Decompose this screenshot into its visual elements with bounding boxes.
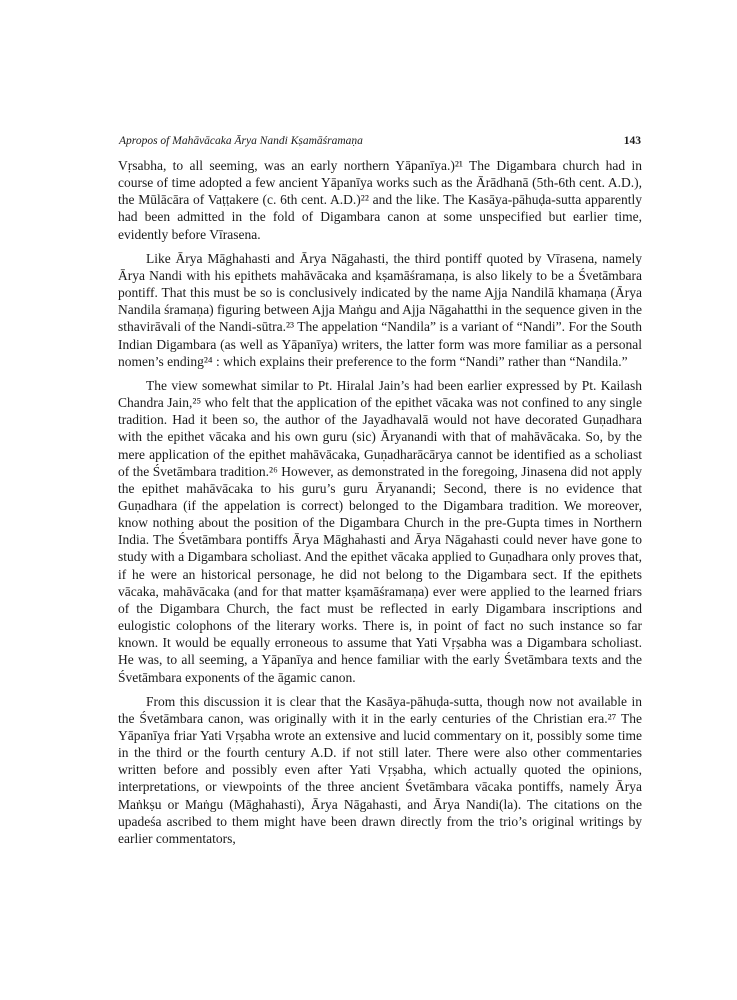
paragraph-3: The view somewhat similar to Pt. Hiralal Jain’s had been earlier expressed by Pt. Kailash Chandra Jain,²⁵ who felt that the application of the epithet vācaka was not confined to any single tradition. Had it been so, the author of the Jayadhavalā would not have decorated Guṇadhara with the epithet vācaka and his own guru (sic) Āryanandi with that of mahāvācaka. So, by the mere application of the epithet mahāvācaka, Guṇadharācārya cannot be identified as a scholiast of the Śvetāmbara tradition.²⁶ However, as demonstrated in the foregoing, Jinasena did not apply the epithet mahāvācaka to his guru’s guru Āryanandi; Second, there is no evidence that Guṇadhara (if the appelation is correct) belonged to the Digambara tradition. We moreover, know nothing about the position of the Digambara Church in the pre-Gupta times in Northern India. The Śvetāmbara pontiffs Ārya Māghahasti and Ārya Nāgahasti could never have gone to study with a Digambara scholiast. And the epithet vācaka applied to Guṇadhara only proves that, if he were an historical personage, he did not belong to the Digambara sect. If the epithets vācaka, mahāvācaka (and for that matter kṣamāśramaṇa) ever were applied to the learned friars of the Digambara Church, the fact must be reflected in early Digambara inscriptions and eulogistic colophons of the literary works. There is, in point of fact no such instance so far known. It would be equally erroneous to assume that Yati Vṛṣabha was a Digambara scholiast. He was, to all seeming, a Yāpanīya and hence familiar with the early Śvetāmbara texts and the Śvetāmbara exponents of the āgamic canon. — [118, 377, 642, 685]
paragraph-2: Like Ārya Māghahasti and Ārya Nāgahasti, the third pontiff quoted by Vīrasena, namely Ārya Nandi with his epithets mahāvācaka and kṣamāśramaṇa, is also likely to be a Śvetāmbara pontiff. That this must be so is conclusively indicated by the name Ajja Nandilā khamaṇa (Ārya Nandila śramaṇa) figuring between Ajja Maṅgu and Ajja Nāgahatthi in the sequence given in the sthavirāvali of the Nandi-sūtra.²³ The appelation “Nandila” is a variant of “Nandi”. For the South Indian Digambara (as well as Yāpanīya) writers, the latter form was more familiar as a personal nomen’s ending²⁴ : which explains their preference to the form “Nandi” rather than “Nandila.” — [118, 250, 642, 369]
running-title: Apropos of Mahāvācaka Ārya Nandi Kṣamāśramaṇa — [119, 135, 363, 147]
page-number: 143 — [623, 135, 641, 147]
page-body — [118, 157, 642, 847]
paragraph-4: From this discussion it is clear that the Kasāya-pāhuḍa-sutta, though now not available in the Śvetāmbara canon, was originally with it in the early centuries of the Christian era.²⁷ The Yāpanīya friar Yati Vṛṣabha wrote an extensive and lucid commentary on it, possibly some time in the third or the fourth century A.D. if not still later. There were also other commentaries written before and possibly even after Yati Vṛṣabha, which actually quoted the opinions, interpretations, or viewpoints of the three ancient Śvetāmbara vācaka pontiffs, namely Ārya Maṅkṣu or Maṅgu (Māghahasti), Ārya Nāgahasti, and Ārya Nandi(la). The citations on the upadeśa ascribed to them might have been drawn directly from the trio’s original writings by earlier commentators, — [118, 693, 642, 846]
paragraph-1: Vṛsabha, to all seeming, was an early northern Yāpanīya.)²¹ The Digambara church had in course of time adopted a few ancient Yāpanīya works such as the Ārādhanā (5th-6th cent. A.D.), the Mūlācāra of Vaṭṭakere (c. 6th cent. A.D.)²² and the like. The Kasāya-pāhuḍa-sutta apparently had been admitted in the fold of Digambara canon at some unspecified but earlier time, evidently before Vīrasena. — [118, 158, 642, 242]
running-header — [119, 135, 641, 155]
